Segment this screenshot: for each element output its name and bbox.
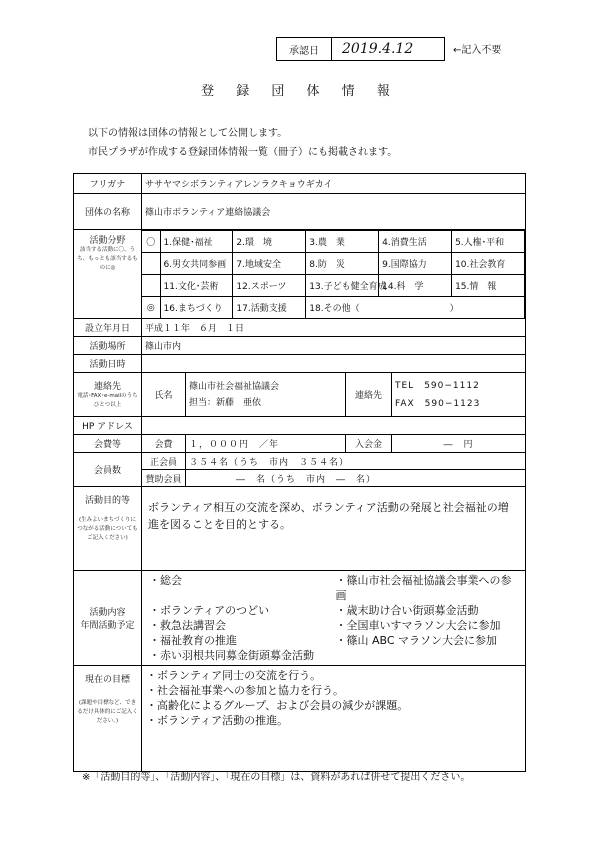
fax-number: FAX 590−1123 bbox=[395, 398, 481, 409]
furigana-label: フリガナ bbox=[74, 174, 142, 194]
contact-label: 連絡先 bbox=[93, 382, 121, 392]
activity-item: ・福祉教育の推進 bbox=[149, 634, 237, 647]
category-item: 12.スポーツ bbox=[233, 275, 306, 297]
fee-sub-label: 会費 bbox=[142, 435, 186, 453]
category-grid bbox=[142, 230, 525, 318]
activity-list bbox=[145, 571, 522, 665]
fee-value: １，０００円 ／年 bbox=[186, 435, 346, 453]
tel-number: TEL 590−1112 bbox=[395, 380, 480, 391]
field-label: 活動分野 bbox=[89, 236, 126, 246]
goal-item: ・ボランティア同士の交流を行う。 bbox=[146, 669, 322, 682]
category-item: 7.地域安全 bbox=[233, 253, 306, 275]
content-label: 活動内容 bbox=[89, 608, 126, 618]
regular-members-label: 正会員 bbox=[142, 453, 186, 470]
category-mark: ◎ bbox=[142, 297, 160, 319]
datetime-value bbox=[142, 355, 526, 373]
footer-note: ※「活動目的等」、「活動内容」、「現在の目標」は、資料があれば併せて提出ください。 bbox=[82, 772, 471, 783]
activity-item: ・篠山 ABC マラソン大会に参加 bbox=[335, 634, 498, 647]
category-item: 10.社会教育 bbox=[452, 253, 525, 275]
category-item: 6.男女共同参画 bbox=[160, 253, 233, 275]
furigana-value: ササヤマシボランティアレンラクキョウギカイ bbox=[142, 174, 526, 194]
purpose-note: (生みよいまちづくりにつながる活動についてもご記入ください) bbox=[77, 517, 138, 541]
goals-label: 現在の目標 bbox=[84, 675, 130, 685]
intro-line-1: 以下の情報は団体の情報として公開します。 bbox=[88, 128, 288, 139]
contact-org: 篠山市社会福祉協議会 bbox=[189, 381, 280, 392]
purpose-label: 活動目的等 bbox=[84, 496, 130, 506]
founded-label: 設立年月日 bbox=[74, 319, 142, 337]
regular-members-value: ３５４名（うち 市内 ３５４名） bbox=[186, 453, 526, 470]
approval-label: 承認日 bbox=[277, 38, 332, 60]
activity-item: ・篠山市社会福祉協議会事業への参画 bbox=[335, 574, 512, 602]
intro-line-2: 市民プラザが作成する登録団体情報一覧（冊子）にも掲載されます。 bbox=[88, 147, 398, 158]
category-mark: 〇 bbox=[142, 231, 160, 253]
place-label: 活動場所 bbox=[74, 337, 142, 355]
registration-form bbox=[73, 173, 526, 772]
category-item: 8.防 災 bbox=[306, 253, 379, 275]
goals-note: (課題や目標など、できるだけ具体的にご記入ください。) bbox=[77, 700, 138, 724]
category-item: 4.消費生活 bbox=[379, 231, 452, 253]
place-value: 篠山市内 bbox=[142, 337, 526, 355]
members-label: 会員数 bbox=[74, 453, 142, 487]
schedule-label: 年間活動予定 bbox=[80, 621, 135, 631]
org-name: 篠山市ボランティア連絡協議会 bbox=[142, 194, 526, 230]
entry-fee-value: ― 円 bbox=[392, 435, 526, 453]
category-item: 9.国際協力 bbox=[379, 253, 452, 275]
category-item: 1.保健･福祉 bbox=[160, 231, 233, 253]
category-item: 18.その他（ ） bbox=[306, 297, 525, 319]
support-members-value: ― 名（うち 市内 ― 名） bbox=[186, 470, 526, 487]
page-title: 登 録 団 体 情 報 bbox=[201, 84, 399, 99]
contact-person: 担当：新藤 亜依 bbox=[189, 397, 262, 408]
contact-note: 電話･FAX･e-mailのうちひとつ以上 bbox=[77, 393, 138, 408]
activity-item: ・ボランティアのつどい bbox=[149, 604, 270, 617]
activity-item: ・歳末助け合い街頭募金活動 bbox=[335, 604, 479, 617]
founded-value: 平成１１年 ６月 １日 bbox=[142, 319, 526, 337]
activity-item: ・赤い羽根共同募金街頭募金活動 bbox=[149, 649, 314, 662]
purpose-text: ボランティア相互の交流を深め、ボランティア活動の発展と社会福祉の増進を図ることを目的とする。 bbox=[142, 487, 526, 571]
category-item: 2.環 境 bbox=[233, 231, 306, 253]
activity-item: ・救急法講習会 bbox=[149, 619, 226, 632]
fee-label: 会費等 bbox=[74, 435, 142, 453]
hp-label: HP アドレス bbox=[74, 417, 142, 435]
field-note: 該当する活動に〇、うち、もっとも該当するものに◎ bbox=[77, 247, 138, 271]
activity-item bbox=[336, 648, 523, 663]
category-mark bbox=[142, 253, 160, 275]
category-item: 11.文化･芸術 bbox=[160, 275, 233, 297]
goal-item: ・ボランティア活動の推進。 bbox=[146, 714, 289, 727]
category-item: 15.情 報 bbox=[452, 275, 525, 297]
goal-item: ・社会福祉事業への参加と協力を行う。 bbox=[146, 684, 344, 697]
category-item: 17.活動支援 bbox=[233, 297, 306, 319]
support-members-label: 賛助会員 bbox=[142, 470, 186, 487]
goal-item: ・高齢化によるグループ、および会員の減少が課題。 bbox=[146, 699, 409, 712]
category-item: 13.子ども健全育成 bbox=[306, 275, 379, 297]
category-item: 14.科 学 bbox=[379, 275, 452, 297]
approval-box bbox=[276, 37, 445, 61]
entry-fee-label: 入会金 bbox=[346, 435, 392, 453]
category-item: 3.農 業 bbox=[306, 231, 379, 253]
category-item: 16.まちづくり bbox=[160, 297, 233, 319]
approval-date: 2019.4.12 bbox=[342, 41, 414, 57]
contact-tel-label: 連絡先 bbox=[346, 373, 392, 417]
approval-note: ←記入不要 bbox=[453, 45, 502, 56]
category-mark bbox=[142, 275, 160, 297]
contact-name-label: 氏名 bbox=[142, 373, 186, 417]
name-label: 団体の名称 bbox=[74, 194, 142, 230]
category-item: 5.人権･平和 bbox=[452, 231, 525, 253]
activity-item: ・総会 bbox=[149, 574, 182, 587]
activity-item: ・全国車いすマラソン大会に参加 bbox=[335, 619, 501, 632]
datetime-label: 活動日時 bbox=[74, 355, 142, 373]
hp-value bbox=[142, 417, 526, 435]
